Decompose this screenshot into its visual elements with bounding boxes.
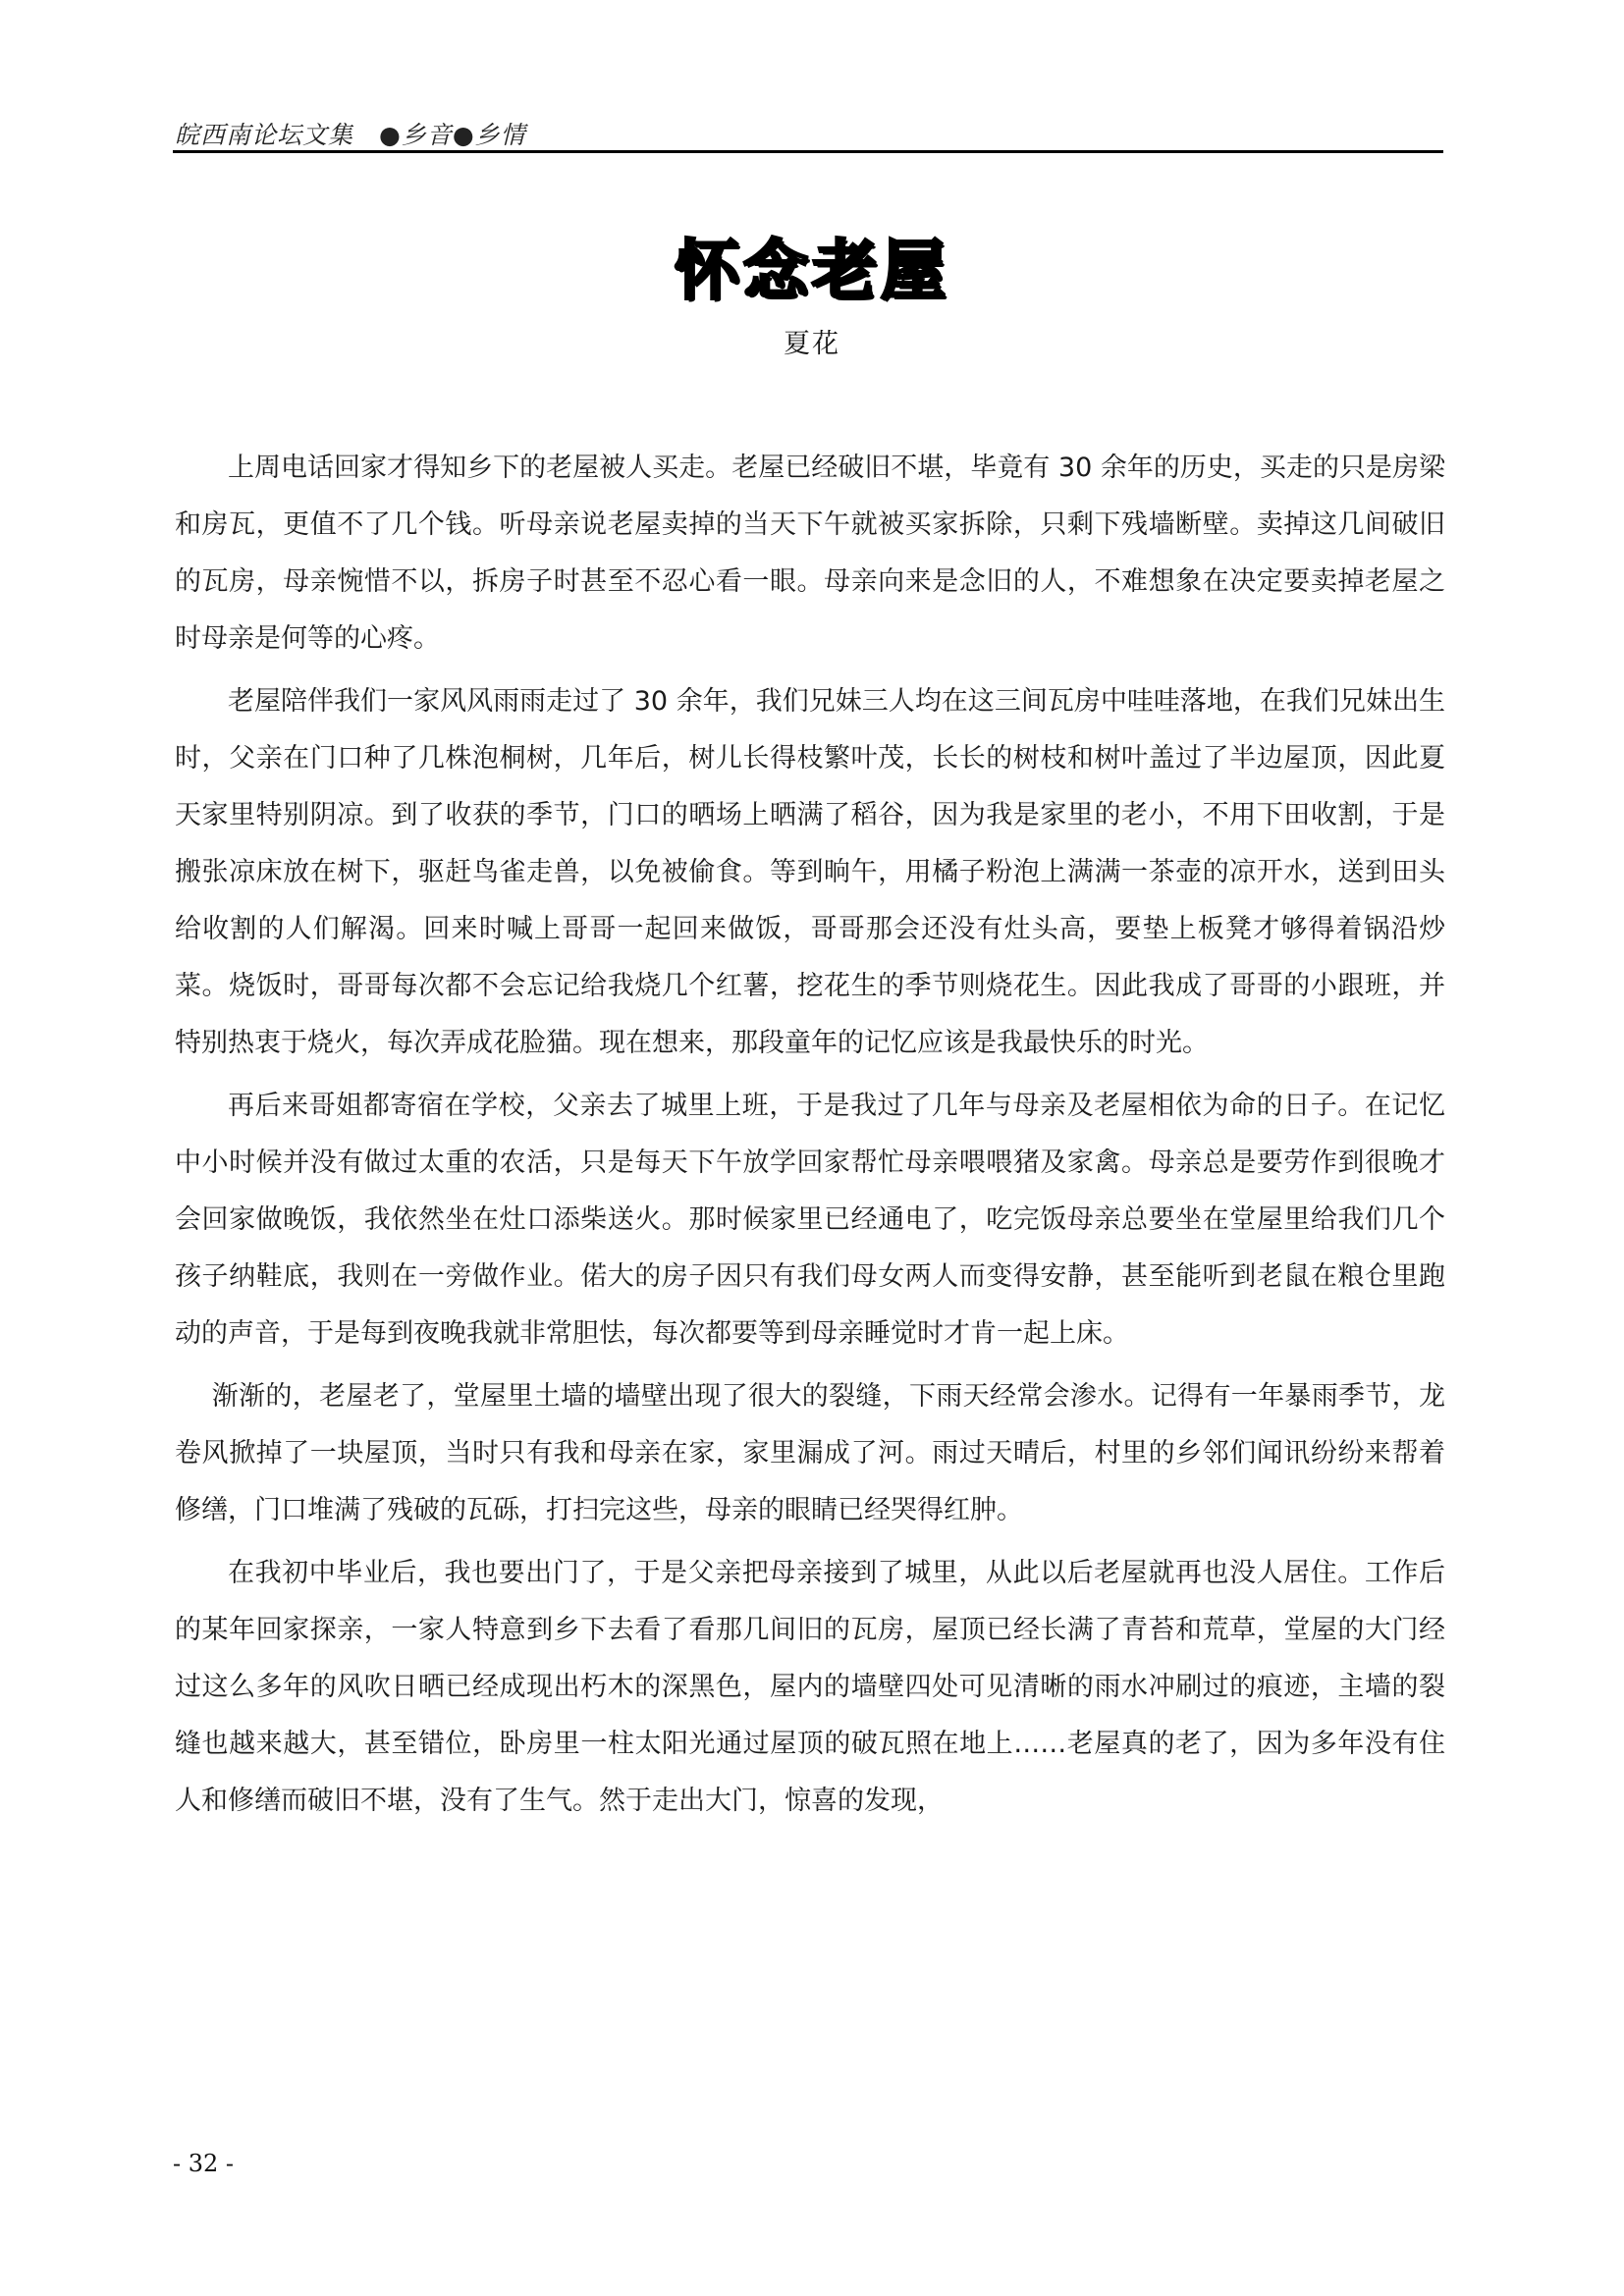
paragraph: 在我初中毕业后，我也要出门了，于是父亲把母亲接到了城里，从此以后老屋就再也没人居住。工作后的某年回家探亲，一家人特意到乡下去看了看那几间旧的瓦房，屋顶已经长满了青苔和荒草，堂屋的大门经过这么多年的风吹日晒已经成现出朽木的深黑色，屋内的墙壁四处可见清晰的雨水冲刷过的痕迹，主墙的裂缝也越来越大，甚至错位，卧房里一柱太阳光通过屋顶的破瓦照在地上……老屋真的老了，因为多年没有住人和修缮而破旧不堪，没有了生气。然于走出大门，惊喜的发现， [175, 1558, 1445, 1816]
article-title: 怀念老屋 [675, 233, 949, 308]
page-number: - 32 - [173, 2150, 235, 2177]
paragraph: 老屋陪伴我们一家风风雨雨走过了 30 余年，我们兄妹三人均在这三间瓦房中哇哇落地，在我们兄妹出生时，父亲在门口种了几株泡桐树，几年后，树儿长得枝繁叶茂，长长的树枝和树叶盖过了半边屋顶，因此夏天家里特别阴凉。到了收获的季节，门口的晒场上晒满了稻谷，因为我是家里的老小，不用下田收割，于是搬张凉床放在树下，驱赶鸟雀走兽，以免被偷食。等到晌午，用橘子粉泡上满满一茶壶的凉开水，送到田头给收割的人们解渴。回来时喊上哥哥一起回来做饭，哥哥那会还没有灶头高，要垫上板凳才够得着锅沿炒菜。烧饭时，哥哥每次都不会忘记给我烧几个红薯，挖花生的季节则烧花生。因此我成了哥哥的小跟班，并特别热衷于烧火，每次弄成花脸猫。现在想来，那段童年的记忆应该是我最快乐的时光。 [175, 686, 1445, 1058]
article-author: 夏花 [784, 329, 840, 359]
header-divider [173, 150, 1443, 153]
paragraph: 再后来哥姐都寄宿在学校，父亲去了城里上班，于是我过了几年与母亲及老屋相依为命的日子。在记忆中小时候并没有做过太重的农活，只是每天下午放学回家帮忙母亲喂喂猪及家禽。母亲总是要劳作到很晚才会回家做晚饭，我依然坐在灶口添柴送火。那时候家里已经通电了，吃完饭母亲总要坐在堂屋里给我们几个孩子纳鞋底，我则在一旁做作业。偌大的房子因只有我们母女两人而变得安静，甚至能听到老鼠在粮仓里跑动的声音，于是每到夜晚我就非常胆怯，每次都要等到母亲睡觉时才肯一起上床。 [175, 1091, 1445, 1349]
article-body [175, 440, 1445, 1836]
paragraph: 渐渐的，老屋老了，堂屋里土墙的墙壁出现了很大的裂缝，下雨天经常会渗水。记得有一年暴雨季节，龙卷风掀掉了一块屋顶，当时只有我和母亲在家，家里漏成了河。雨过天晴后，村里的乡邻们闻讯纷纷来帮着修缮，门口堆满了残破的瓦砾，打扫完这些，母亲的眼睛已经哭得红肿。 [175, 1381, 1445, 1525]
paragraph: 上周电话回家才得知乡下的老屋被人买走。老屋已经破旧不堪，毕竟有 30 余年的历史，买走的只是房梁和房瓦，更值不了几个钱。听母亲说老屋卖掉的当天下午就被买家拆除，只剩下残墙断壁。卖掉这几间破旧的瓦房，母亲惋惜不以，拆房子时甚至不忍心看一眼。母亲向来是念旧的人，不难想象在决定要卖掉老屋之时母亲是何等的心疼。 [175, 453, 1445, 654]
running-header: 皖西南论坛文集 ●乡音●乡情 [175, 121, 526, 149]
